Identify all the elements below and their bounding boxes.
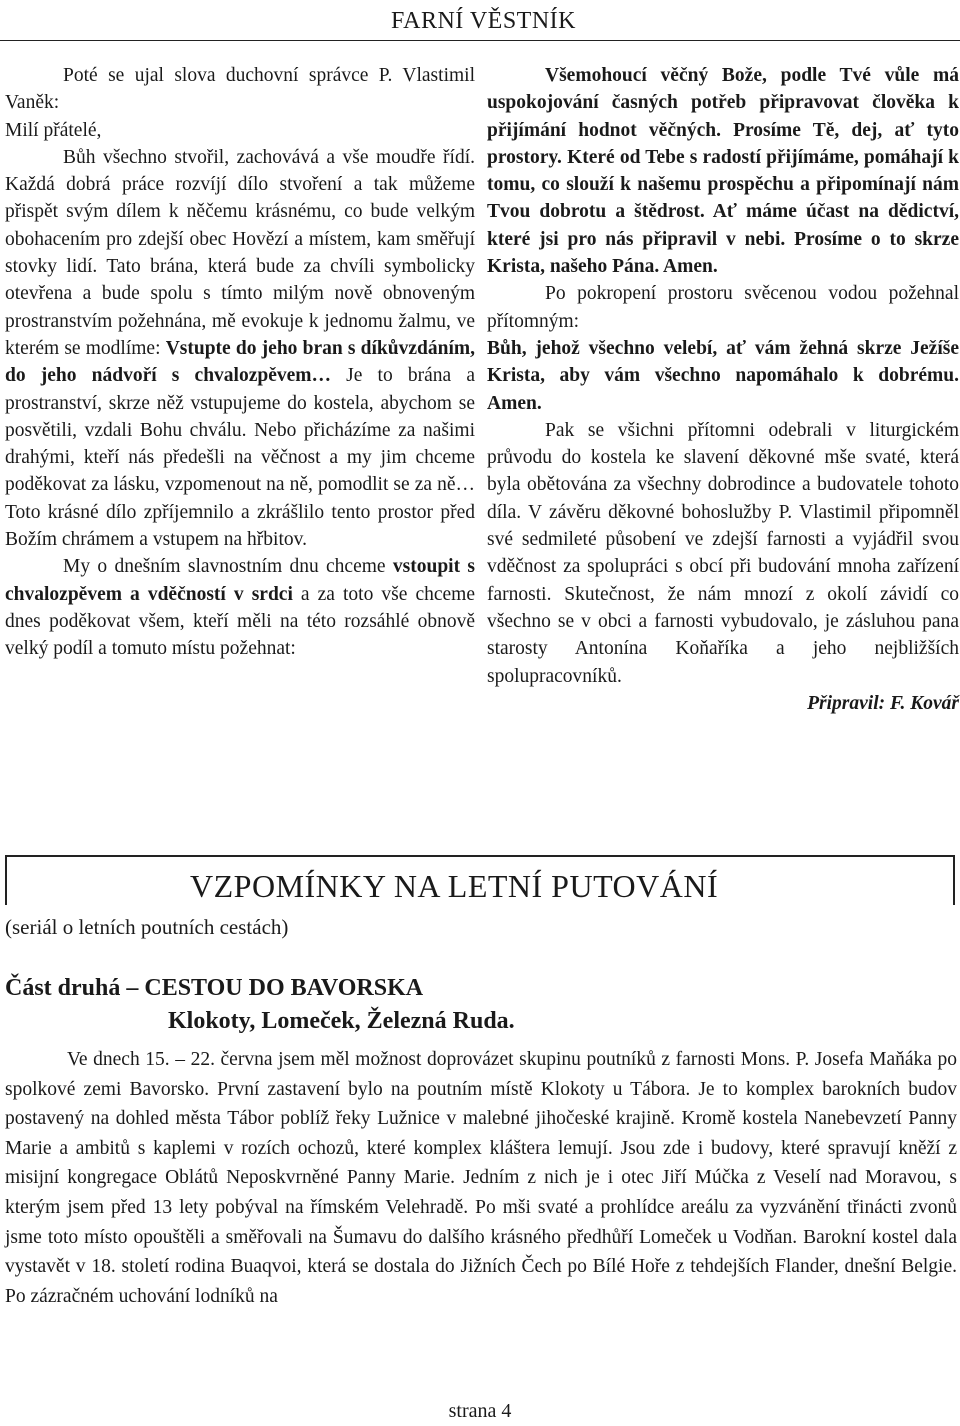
header-divider bbox=[0, 40, 960, 41]
article-body bbox=[5, 1045, 957, 1311]
blessing-formula: Bůh, jehož všechno velebí, ať vám žehná skrze Ježíše Krista, aby vám všechno napomáhalo k dobrému. Amen. bbox=[487, 337, 959, 414]
intro-paragraph: Poté se ujal slova duchovní správce P. Vlastimil Vaněk: bbox=[5, 65, 475, 114]
left-column bbox=[5, 62, 475, 663]
procession-paragraph: Pak se všichni přítomni odebrali v liturgickém průvodu do kostela ke slavení děkovné mše svaté, která byla obětována za všechny dobrodince a budovatele tohoto díla. V závěru děkovné bohoslužby P. Vlastimil připomněl své sedmileté působení ve zdejší farnosti a vyjádřil svou vděčnost za spolupráci s obcí při budování mnoha zařízení farnosti. Skutečnost, že nám mnozí z okolí závidí co všechno se v obci a farnosti vybudovalo, je zásluhou pana starosty Antonína Koňaříka a jeho nejbližších spolupracovníků. bbox=[487, 419, 959, 687]
psalm-quote: Vstupte do jeho bran s díkůvzdáním, do jeho nádvoří s chvalozpěvem… bbox=[5, 337, 475, 387]
section-subtitle: (seriál o letních poutních cestách) bbox=[5, 915, 289, 939]
page-header bbox=[0, 4, 960, 40]
section-title: VZPOMÍNKY NA LETNÍ PUTOVÁNÍ bbox=[190, 868, 719, 904]
page-number: strana 4 bbox=[448, 1400, 512, 1422]
right-column bbox=[487, 62, 959, 717]
closing-paragraph: My o dnešním slavnostním dnu chceme vstoupit s chvalozpěvem a vděčností v srdci a za toto vše chceme dnes poděkovat všem, kteří měli na této rozsáhlé obnově velký podíl a tomuto místu požehnat: bbox=[5, 556, 475, 660]
newsletter-title: FARNÍ VĚSTNÍK bbox=[391, 8, 576, 34]
part-places: Klokoty, Lomeček, Železná Ruda. bbox=[168, 1008, 515, 1034]
part-heading: Část druhá – CESTOU DO BAVORSKA bbox=[5, 975, 424, 1001]
author-signature: Připravil: F. Kovář bbox=[807, 692, 959, 714]
blessing-prayer: Všemohoucí věčný Bože, podle Tvé vůle má uspokojování časných potřeb připravovat člověka k přijímání hodnot věčných. Prosíme Tě, dej, ať tyto prostory. Které od Tebe s radostí přijímáme, pomáhají k tomu, co slouží k našemu prospěchu a připomínají nám Tvou dobrotu a štědrost. Ať máme účast na dědictví, které jsi pro nás připravil v nebi. Prosíme o to skrze Krista, našeho Pána. Amen. bbox=[487, 65, 959, 278]
sprinkling-paragraph: Po pokropení prostoru svěcenou vodou požehnal přítomným: bbox=[487, 283, 959, 332]
article-paragraph: Ve dnech 15. – 22. června jsem měl možnost doprovázet skupinu poutníků z farnosti Mons. P. Josefa Maňáka po spolkové zemi Bavorsko. První zastavení bylo na poutním místě Klokoty u Tábora. Je to komplex barokních budov postavený na dohled města Tábor poblíž řeky Lužnice v malebné jihočeské krajině. Kromě kostela Nanebevzetí Panny Marie a ambitů s kaplemi v rozích ochozů, které komplex kláštera lemují. Jsou zde i budovy, které spravují kněží z misijní kongregace Oblátů Neposkvrněné Panny Marie. Jedním z nich je i otec Jiří Múčka z Veselí nad Moravou, s kterým jsem před 13 lety pobýval na římském Velehradě. Po mši svaté a prohlídce areálu za vyzvánění třinácti zvonů jsme toto místo opouštěli a směřovali na Šumavu do dalšího krásného předhůří Lomeček u Vodňan. Barokní kostel dala vystavět v 18. století rodina Buaqvoi, která se dostala do Jižních Čech po Bílé Hoře z tehdejších Flander, dnešní Belgie. Po zázračném uchování lodníků na bbox=[5, 1049, 957, 1307]
speech-paragraph: Bůh všechno stvořil, zachovává a vše moudře řídí. Každá dobrá práce rozvíjí dílo stvoření a tak můžeme přispět svým dílem k něčemu krásnému, co bude velkým obohacením pro zdejší obec Hovězí a místem, kam směřují stovky lidí. Tato brána, která bude za chvíli symbolicky otevřena a bude spolu s tímto milým nově obnoveným prostranstvím požehnána, mě evokuje k jednomu žalmu, ve kterém se modlíme: Vstupte do jeho bran s díkůvzdáním, do jeho nádvoří s chvalozpěvem… Je to brána a prostranství, skrze něž vstupujeme do kostela, abychom se posvětili, vzdali Bohu chválu. Nebo přicházíme za našimi drahými, kteří nás předešli na věčnost a my jim chceme poděkovat za lásku, vzpomenout na ně, pomodlit se za ně… Toto krásné dílo zpříjemnilo a zkrášlilo tento prostor před Božím chrámem a vstupem na hřbitov. bbox=[5, 146, 475, 551]
emphasis-text: vstoupit s chvalozpěvem a vděčností v srdci bbox=[5, 556, 475, 605]
greeting: Milí přátelé, bbox=[5, 119, 102, 141]
